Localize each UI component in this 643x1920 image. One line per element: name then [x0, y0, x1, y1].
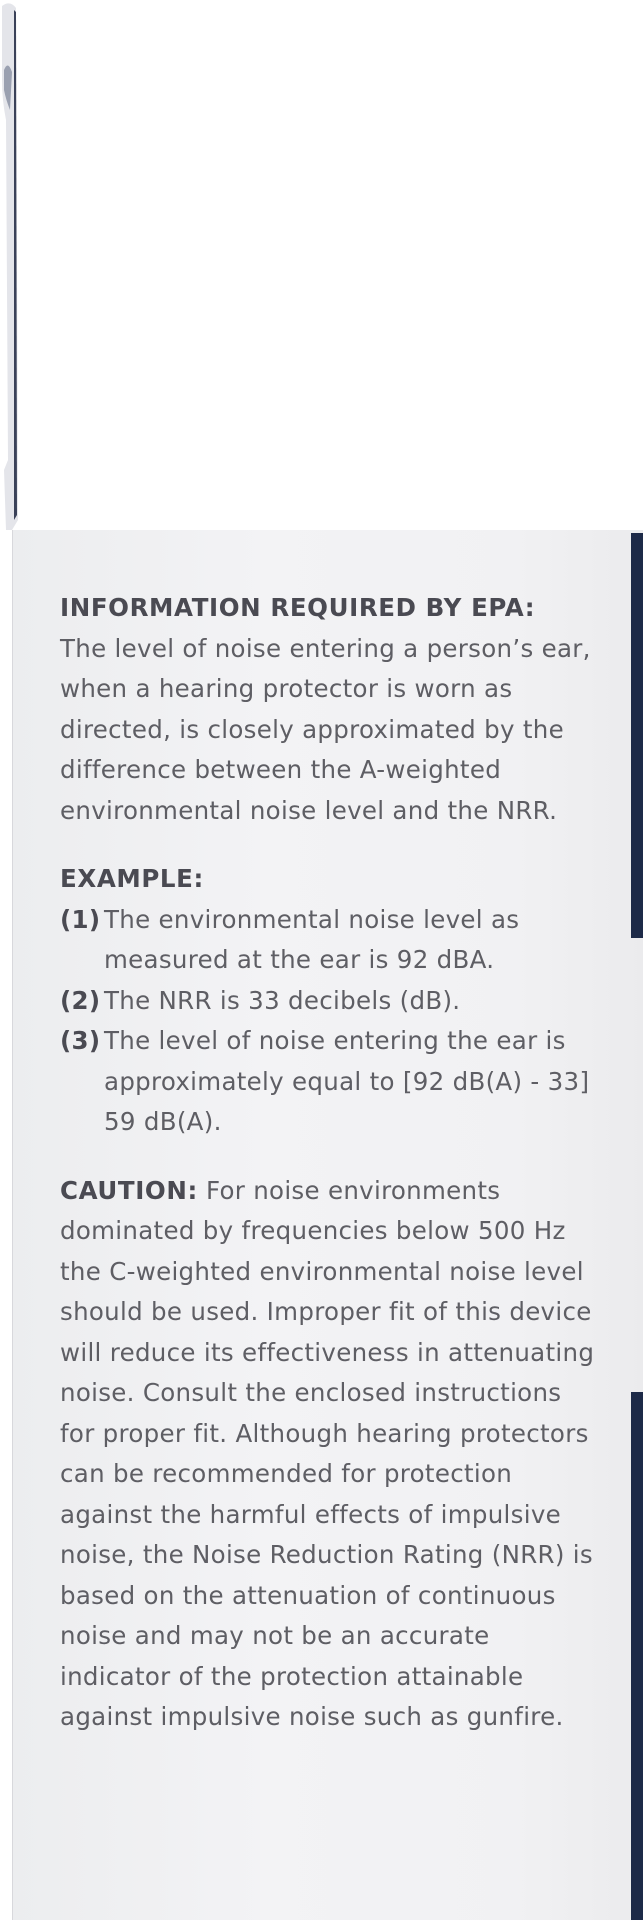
- example-item-text: The environmental noise level as measured at the ear is 92 dBA.: [104, 904, 520, 974]
- example-item-number: (2): [60, 985, 101, 1015]
- navy-edge-stripe-bottom: [631, 1392, 643, 1920]
- example-item: [60, 981, 600, 1022]
- caution-body: For noise environments dominated by frequencies below 500 Hz the C-weighted environmental noise level should be used. Improper fit of this device will reduce its effectiveness in attenuating noise. Consult the enclosed instructions for proper fit. Although hearing protectors can be recommended for protection against the harmful effects of impulsive noise, the Noise Reduction Rating (NRR) is based on the attenuation of continuous noise and may not be an accurate indicator of the protection attainable against impulsive noise such as gunfire.: [60, 1175, 595, 1731]
- example-item-number: (3): [60, 1026, 101, 1055]
- example-item-text: The level of noise entering the ear is approximately equal to [92 dB(A) - 33] 59 dB(A).: [104, 1026, 590, 1136]
- caution-paragraph: [60, 1171, 600, 1738]
- package-hang-tab: [0, 0, 22, 530]
- example-item: [60, 1021, 600, 1143]
- navy-edge-stripe-top: [631, 533, 643, 938]
- caution-label: CAUTION:: [60, 1175, 198, 1205]
- example-item-text: The NRR is 33 decibels (dB).: [104, 985, 461, 1015]
- epa-body: The level of noise entering a person’s ear, when a hearing protector is worn as directed, is closely approximated by the difference between the A-weighted environmental noise level and the NRR.: [60, 633, 591, 825]
- example-heading: EXAMPLE:: [60, 864, 204, 893]
- label-text: [60, 588, 600, 1738]
- example-item-number: (1): [60, 904, 101, 934]
- example-section: [60, 859, 600, 1143]
- example-item: [60, 900, 600, 981]
- epa-section: [60, 588, 600, 831]
- caution-section: [60, 1171, 600, 1738]
- epa-heading: INFORMATION REQUIRED BY EPA:: [60, 593, 536, 622]
